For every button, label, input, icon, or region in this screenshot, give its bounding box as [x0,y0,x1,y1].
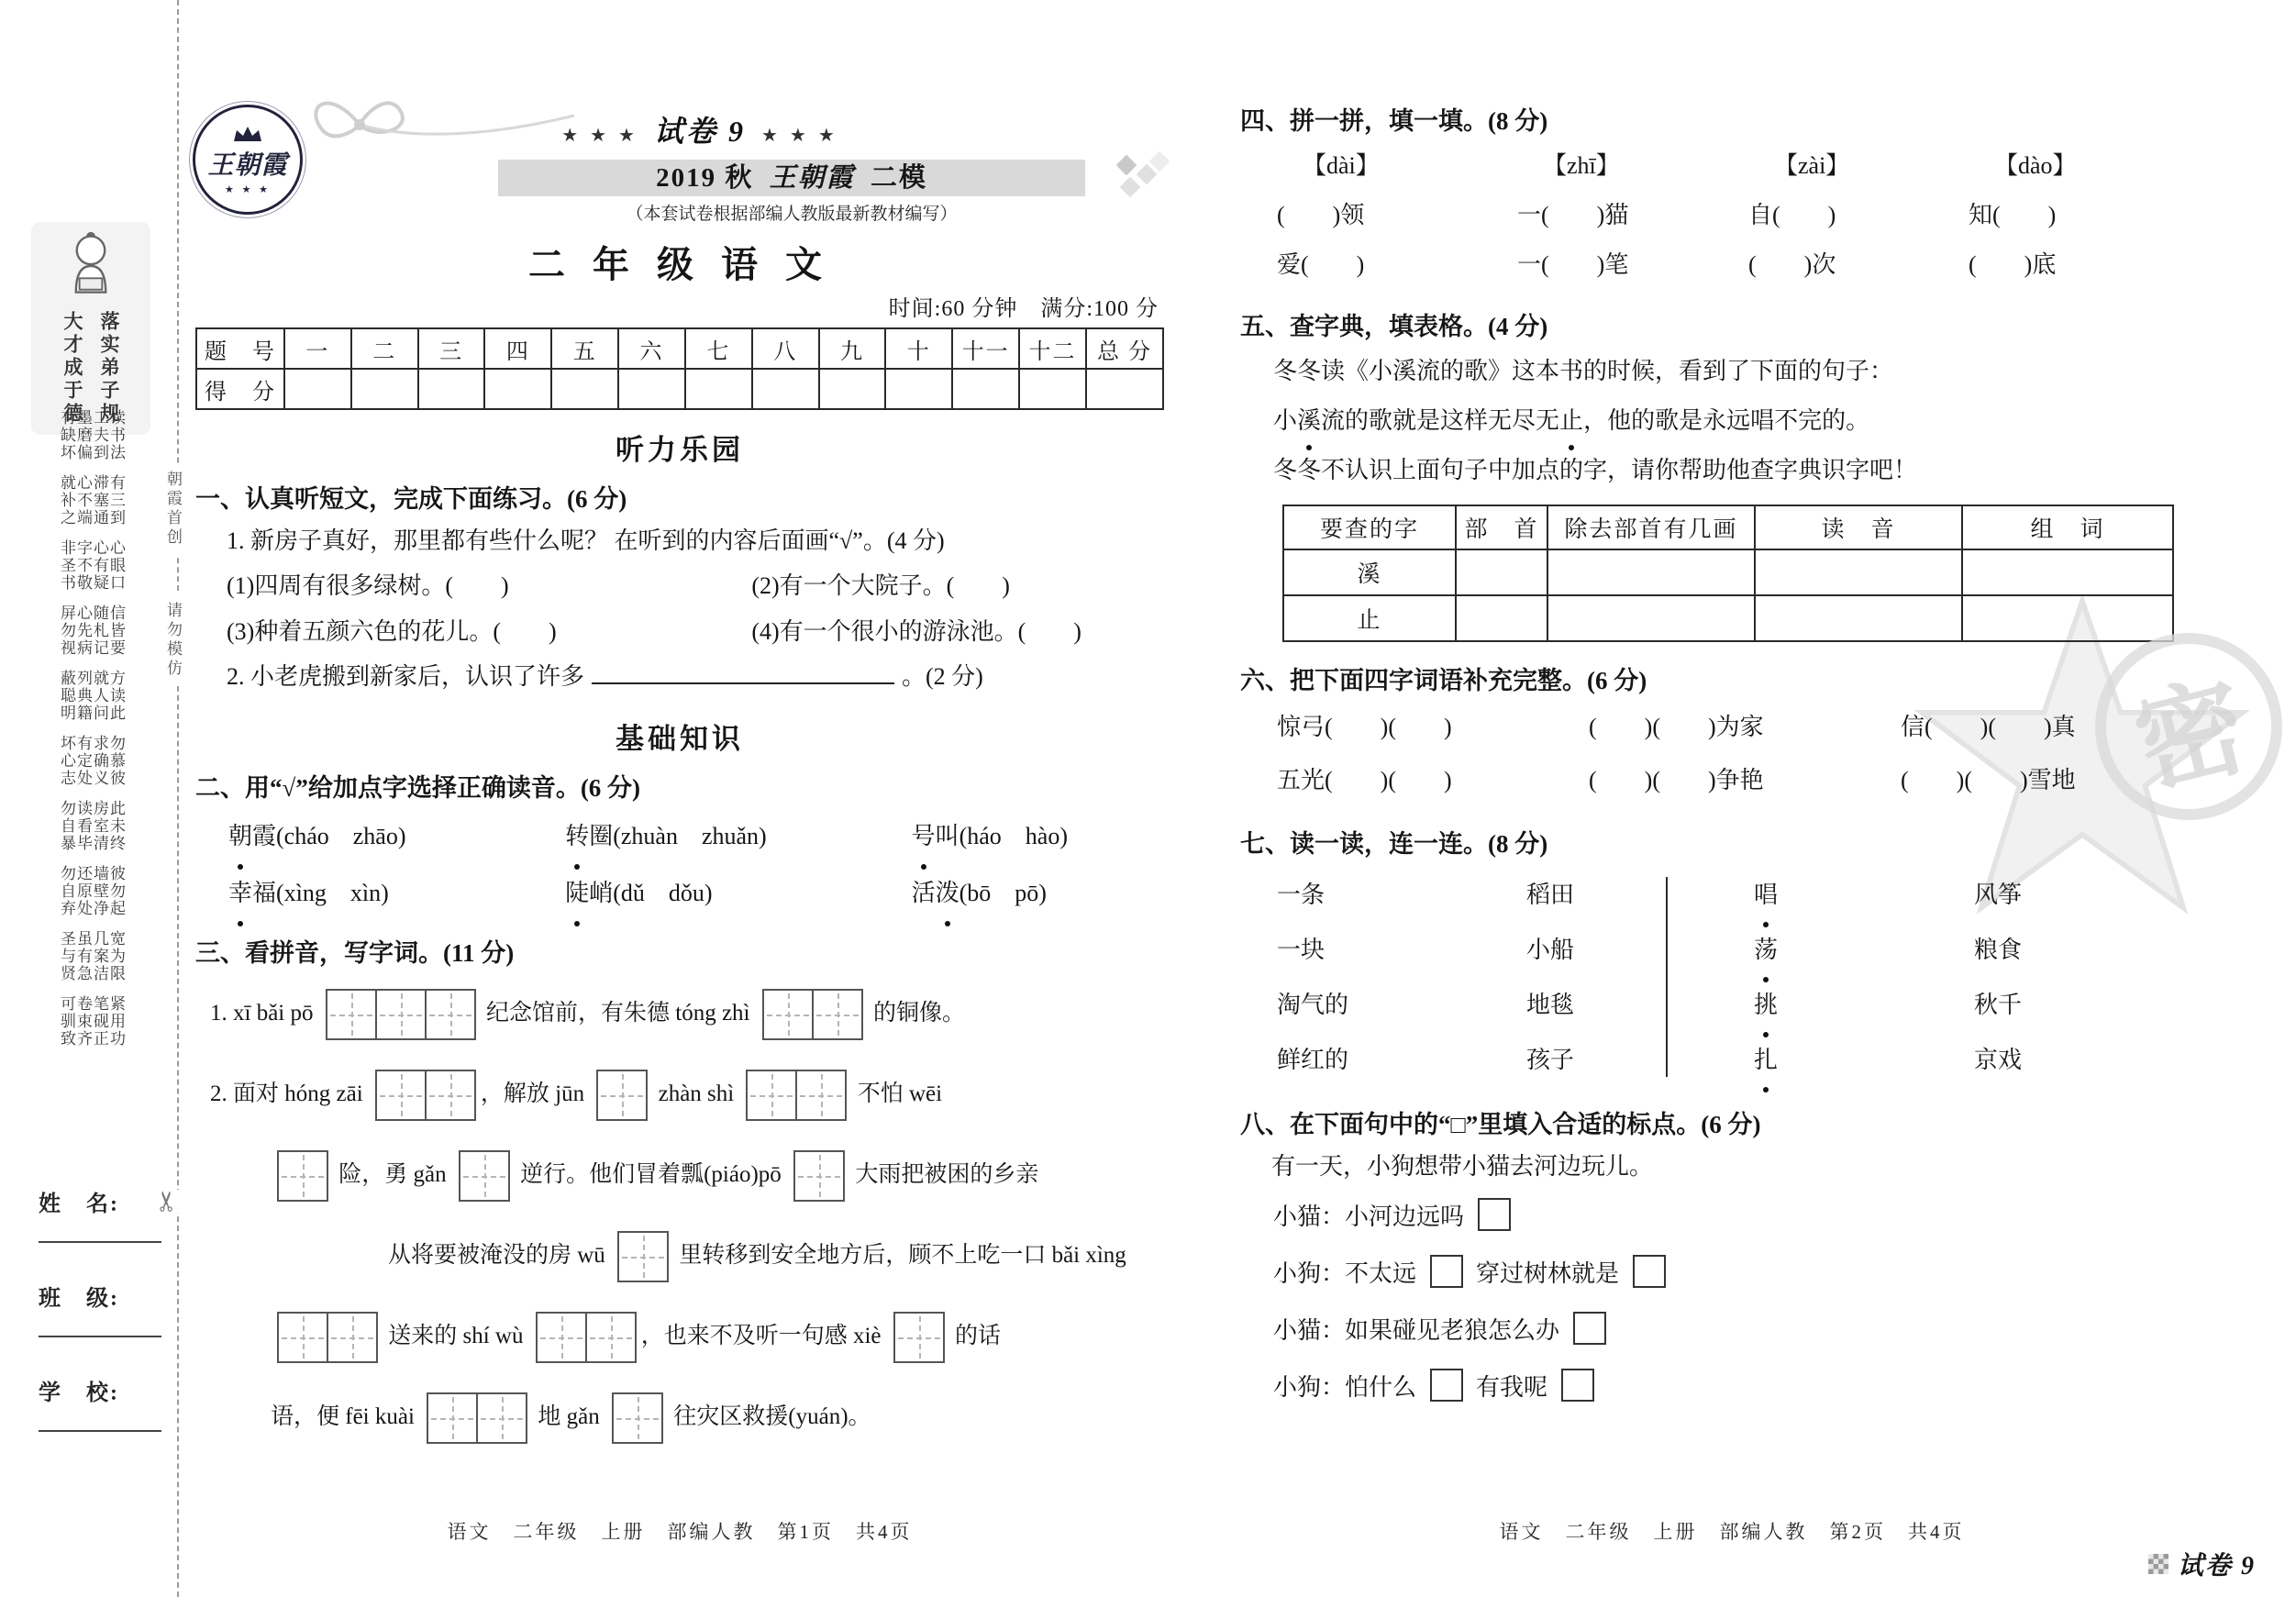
brand-year: 2019 秋 [656,163,754,193]
question-8-intro: 有一天，小狗想带小猫去河边玩儿。 [1271,1153,1654,1180]
binding-note-original: 朝霞首创 [160,463,186,555]
dizigui-verse-group [58,930,124,982]
score-entry-cell[interactable] [618,369,685,409]
question-6-title: 六、把下面四字词语补充完整。(6 分) [1240,667,1647,694]
match-right-target[interactable]: 秋千 [1974,992,2023,1018]
question-7-title: 七、读一读，连一连。(8 分) [1240,830,1548,858]
corner-paper-label [2148,1546,2256,1582]
dizigui-phrase: 心不端 [74,474,92,527]
match-left-target[interactable]: 孩子 [1526,1047,1575,1073]
pinyin-bracket-header-row [1240,141,2224,191]
emphasized-character: 荡 [1754,923,1778,978]
fill-pinyin-item: 知( ) [1969,202,2057,228]
slogan-line-1: 大才成于德 [61,311,83,426]
dizigui-phrase: 笔砚正 [91,995,108,1048]
idiom-item: ( )( )争艳 [1589,767,1764,793]
dizigui-phrase: 此未终 [107,800,125,852]
write-box-cell[interactable] [612,1392,663,1444]
dict-table-header: 除去部首有几画 [1547,505,1755,549]
score-entry-cell[interactable] [885,369,952,409]
class-field [39,1280,163,1337]
match-right-item[interactable] [1754,923,1974,978]
question-1-sub1: 1. 新房子真好，那里都有些什么呢？ 在听到的内容后面画“√”。(4 分) [227,527,945,554]
answer-write-boxes [536,1312,635,1363]
question-5-title: 五、查字典，填表格。(4 分) [1240,313,1548,340]
write-box-cell[interactable] [893,1312,945,1363]
pronunciation-choice-row [195,865,1164,922]
answer-write-boxes [277,1150,327,1202]
idiom-item: ( )( )雪地 [1901,767,2076,793]
fill-pinyin-item: ( )次 [1748,251,1836,278]
dizigui-phrase: 就人问 [91,670,108,722]
write-box-cell[interactable] [425,1070,476,1121]
write-box-cell[interactable] [476,1392,527,1444]
emphasized-character: 唱 [1754,868,1778,923]
write-box-cell[interactable] [375,1070,427,1121]
edition-note: （本套试卷根据部编人教版最新教材编写） [626,205,958,224]
score-table-question-number: 五 [551,328,618,369]
dizigui-phrase: 勿自弃 [58,865,75,917]
dizigui-phrase: 就补之 [58,474,75,527]
emphasized-character: 泼 [936,865,959,922]
match-left-item[interactable]: 淘气的 [1277,992,1349,1018]
punctuation-box[interactable] [1430,1369,1463,1402]
dict-lookup-character: 止 [1283,595,1456,641]
idiom-completion [1240,701,2224,807]
write-box-cell[interactable] [793,1150,845,1202]
listening-check-item: (2)有一个大院子。( ) [751,572,1010,599]
crown-icon [231,125,264,143]
brand-logo-text: 王朝霞 [769,163,855,193]
emphasized-character: 溪 [1297,396,1321,446]
score-table-question-number: 三 [418,328,485,369]
listening-check-item: (1)四周有很多绿树。( ) [227,572,509,599]
dict-entry-cell[interactable] [1755,549,1962,595]
school-field [39,1374,163,1432]
punctuation-exercise [1240,1189,2224,1416]
match-right-target[interactable]: 粮食 [1974,937,2023,963]
score-entry-cell[interactable] [685,369,752,409]
checker-icon [2148,1554,2168,1574]
punctuation-line: 小狗：怕什么 有我呢 [1240,1359,2224,1416]
write-box-cell[interactable] [459,1150,510,1202]
answer-write-boxes [793,1150,843,1202]
dizigui-phrase: 蔽聪明 [58,670,75,722]
dizigui-phrase: 心有疑 [91,539,108,592]
pinyin-writing-line: 1. xī bǎi pō 纪念馆前，有朱德 tóng zhì 的铜像。 [195,973,1164,1054]
answer-write-boxes [612,1392,661,1444]
dizigui-phrase: 滞塞通 [91,474,108,527]
mascot-child-figure [57,229,125,303]
punctuation-box[interactable] [1573,1312,1606,1345]
idiom-item: 五光( )( ) [1277,767,1452,793]
dizigui-verse-group [58,995,124,1048]
pronunciation-choice-item: 陡峭(dǔ dǒu) [565,865,911,922]
dictionary-table [1282,505,2174,642]
score-table-question-number: 十一 [952,328,1019,369]
question-1-title: 一、认真听短文，完成下面练习。(6 分) [195,485,627,513]
score-entry-cell[interactable] [351,369,418,409]
pinyin-bracket: 【dài】 [1303,152,1380,179]
dizigui-phrase: 工夫到 [91,409,108,461]
brand-exam-type: 二模 [870,163,927,193]
match-left-target[interactable]: 小船 [1526,937,1575,963]
write-box-cell[interactable] [425,989,476,1040]
matching-row [1277,923,2224,978]
dizigui-verse-group [58,735,124,787]
brand-logo-stamp [193,105,303,215]
dizigui-phrase: 紧用功 [107,995,125,1048]
dizigui-phrase: 列典籍 [74,670,92,722]
answer-write-boxes [893,1312,943,1363]
question-8-title: 八、在下面句中的“□”里填入合适的标点。(6 分) [1240,1111,1761,1138]
dizigui-phrase: 读看毕 [74,800,92,852]
score-table [195,327,1164,410]
score-entry-cell[interactable] [1086,369,1163,409]
matching-row [1277,1033,2224,1088]
student-info-fields [39,1185,163,1469]
score-table-question-number: 一 [284,328,351,369]
corner-paper-number: 试卷 9 [2177,1552,2256,1580]
dizigui-phrase: 圣与贤 [58,930,75,982]
dict-entry-cell[interactable] [1547,549,1755,595]
idiom-item: ( )( )为家 [1589,714,1764,740]
dizigui-phrase: 彼勿起 [107,865,125,917]
pinyin-writing-line: 语，便 fēi kuài 地 gǎn 往灾区救援(yuán)。 [195,1377,1164,1458]
idiom-completion-row [1240,701,2224,754]
dizigui-phrase: 随札记 [91,604,108,657]
dizigui-phrase: 房室清 [91,800,108,852]
score-table-question-number: 二 [351,328,418,369]
pinyin-writing-exercise [195,973,1164,1458]
page-right [1240,88,2224,1556]
score-entry-cell[interactable] [551,369,618,409]
answer-write-boxes [459,1150,508,1202]
pinyin-bracket: 【zhī】 [1543,152,1620,179]
listening-check-item: (4)有一个很小的游泳池。( ) [751,618,1081,645]
write-box-cell[interactable] [585,1312,637,1363]
match-right-item[interactable] [1754,978,1974,1033]
dizigui-verse-group [58,800,124,852]
logo-stars: ★ ★ ★ [224,183,272,195]
section-listening-title: 听力乐园 [616,434,744,466]
section-basics-title: 基础知识 [616,723,744,755]
matching-row [1277,978,2224,1033]
field-write-line[interactable] [39,1406,161,1432]
dizigui-phrase: 可驯致 [58,995,75,1048]
emphasized-character: 止 [1559,396,1583,446]
dizigui-phrase: 勿慕彼 [107,735,125,787]
confidential-character: 密 [2124,665,2258,808]
answer-write-boxes [277,1312,376,1363]
matching-row [1277,868,2224,923]
answer-write-boxes [427,1392,526,1444]
write-box-cell[interactable] [812,989,863,1040]
matching-divider-line [1666,877,1668,1077]
question-2-title: 二、用“√”给加点字选择正确读音。(6 分) [195,774,641,802]
idiom-completion-row [1240,754,2224,807]
dict-entry-cell[interactable] [1456,549,1547,595]
listening-check-items [195,563,1164,655]
dizigui-phrase: 坏心志 [58,735,75,787]
match-right-target[interactable]: 风筝 [1974,882,2023,908]
fill-pinyin-item: 自( ) [1748,202,1836,228]
banner-stars-right: ★ ★ ★ [761,126,838,146]
dictionary-intro-line: 冬冬不认识上面句子中加点的字，请你帮助他查字典识字吧！ [1273,457,1918,483]
match-left-item[interactable]: 一条 [1277,882,1325,908]
dizigui-verse-group [58,604,124,657]
emphasized-character: 幸 [228,865,252,922]
score-entry-cell[interactable] [752,369,819,409]
page-1-footer: 语文 二年级 上册 部编人教 第1页 共4页 [447,1521,913,1543]
field-write-line[interactable] [39,1217,161,1243]
question-1-sub2: 2. 小老虎搬到新家后，认识了许多 。(2 分) [227,663,983,690]
dizigui-phrase: 屏勿视 [58,604,75,657]
idiom-item: 信( )( )真 [1901,714,2076,740]
fill-pinyin-item: ( )领 [1277,202,1365,228]
matching-exercise [1240,868,2224,1088]
time-and-score: 时间:60 分钟 满分:100 分 [888,297,1159,321]
punctuation-box[interactable] [1561,1369,1594,1402]
score-entry-cell[interactable] [1019,369,1086,409]
binding-line [177,0,179,1597]
listening-check-item: (3)种着五颜六色的花儿。( ) [227,618,557,645]
page-2-footer: 语文 二年级 上册 部编人教 第2页 共4页 [1499,1521,1965,1543]
emphasized-character: 陡 [565,865,589,922]
brand-name: 王朝霞 [207,150,288,180]
slogan-line-2: 落实弟子规 [98,311,120,426]
write-box-cell[interactable] [617,1231,669,1282]
dict-table-header: 部 首 [1456,505,1547,549]
answer-write-boxes [375,1070,474,1121]
pinyin-fill-exercise [1240,141,2224,290]
dizigui-verse-group [58,474,124,527]
field-label: 姓 名: [39,1192,119,1216]
dizigui-verses [31,409,150,1048]
score-table-question-number: 九 [819,328,886,369]
scissors-icon: ✂ [151,1189,184,1214]
field-label: 学 校: [39,1381,119,1405]
score-entry-cell[interactable] [484,369,551,409]
write-box-cell[interactable] [327,1312,378,1363]
dizigui-phrase: 有缺坏 [58,409,75,461]
pronunciation-choice-item: 活泼(bō pō) [912,865,1164,922]
emphasized-character: 挑 [1754,978,1778,1033]
dizigui-phrase: 几案洁 [91,930,108,982]
field-label: 班 级: [39,1287,119,1311]
pinyin-writing-line: 送来的 shí wù ，也来不及听一句感 xiè 的话 [195,1296,1164,1377]
answer-blank-line[interactable] [592,675,894,684]
punctuation-line: 小狗：不太远 穿过树林就是 [1240,1246,2224,1303]
paper-number-title: 试卷 9 [653,115,746,148]
write-box-cell[interactable] [375,989,427,1040]
pinyin-writing-line: 2. 面对 hóng zāi ，解放 jūn zhàn shì 不怕 wēi [195,1054,1164,1135]
dizigui-phrase: 方读此 [107,670,125,722]
dict-table-header: 要查的字 [1283,505,1456,549]
dizigui-phrase: 墙壁净 [91,865,108,917]
dizigui-phrase: 有三到 [107,474,125,527]
score-table-question-number: 六 [618,328,685,369]
match-right-item[interactable] [1754,868,1974,923]
match-left-target[interactable]: 地毯 [1526,992,1575,1018]
pronunciation-choice-item: 幸福(xìng xìn) [228,865,565,922]
pinyin-writing-line: 险，勇 gǎn 逆行。他们冒着瓢(piáo)pō 大雨把被困的乡亲 [195,1135,1164,1215]
dizigui-phrase: 求确义 [91,735,108,787]
subject-title: 二 年 级 语 文 [528,244,831,285]
banner-stars-left: ★ ★ ★ [561,126,638,146]
punctuation-box[interactable] [1478,1198,1511,1231]
dizigui-phrase: 心先病 [74,604,92,657]
dictionary-intro [1240,347,2224,495]
punctuation-line: 小猫：如果碰见老狼怎么办 [1240,1303,2224,1359]
dizigui-verse-group [58,539,124,592]
dict-entry-cell[interactable] [1755,595,1962,641]
score-entry-cell[interactable] [819,369,886,409]
pronunciation-choice-item: 朝霞(cháo zhāo) [228,808,565,865]
score-table-question-number: 十 [885,328,952,369]
match-right-target[interactable]: 京戏 [1974,1047,2023,1073]
page-left [195,88,1164,1556]
dizigui-phrase: 信皆要 [107,604,125,657]
emphasized-character: 朝 [228,808,252,865]
punctuation-box[interactable] [1633,1255,1666,1288]
dizigui-phrase: 心眼口 [107,539,125,592]
pinyin-bracket: 【zài】 [1774,152,1850,179]
pronunciation-choices [195,808,1164,922]
brand-title-bar [498,160,1085,196]
answer-write-boxes [596,1070,646,1121]
pronunciation-choice-row [195,808,1164,865]
dictionary-intro-line: 小溪流的歌就是这样无尽无止，他的歌是永远唱不完的。 [1240,396,2224,446]
score-table-question-number: 七 [685,328,752,369]
score-entry-cell[interactable] [952,369,1019,409]
answer-write-boxes [762,989,861,1040]
dizigui-verse-group [58,670,124,722]
dictionary-intro-line: 冬冬读《小溪流的歌》这本书的时候，看到了下面的句子： [1273,358,1894,384]
score-entry-cell[interactable] [418,369,485,409]
paper-number-banner [342,108,1058,150]
dict-entry-cell[interactable] [1547,595,1755,641]
question-3-title: 三、看拼音，写字词。(11 分) [195,939,515,967]
dict-entry-cell[interactable] [1962,595,2173,641]
emphasized-character: 扎 [1754,1033,1778,1088]
binding-note-no-copy: 请勿模仿 [160,594,186,686]
dict-table-header: 组 词 [1962,505,2173,549]
score-table-question-number: 四 [484,328,551,369]
write-box-cell[interactable] [326,989,377,1040]
fill-pinyin-row [1240,240,2224,290]
write-box-cell[interactable] [596,1070,648,1121]
field-write-line[interactable] [39,1312,161,1337]
write-box-cell[interactable] [277,1312,328,1363]
write-box-cell[interactable] [762,989,814,1040]
match-left-target[interactable]: 稻田 [1526,882,1575,908]
punctuation-box[interactable] [1430,1255,1463,1288]
punctuation-line: 小猫：小河边远吗 [1240,1189,2224,1246]
emphasized-character: 转 [565,808,589,865]
dizigui-verse-group [58,409,124,461]
fill-pinyin-item: ( )底 [1969,251,2057,278]
write-box-cell[interactable] [746,1070,797,1121]
pinyin-writing-line: 从将要被淹没的房 wū 里转移到安全地方后，顾不上吃一口 bǎi xìng [195,1215,1164,1296]
fill-pinyin-item: 爱( ) [1277,251,1365,278]
match-left-item[interactable]: 鲜红的 [1277,1047,1349,1073]
write-box-cell[interactable] [536,1312,587,1363]
student-name-field [39,1185,163,1243]
fill-pinyin-row [1240,191,2224,240]
dizigui-phrase: 还原处 [74,865,92,917]
dizigui-phrase: 读书法 [107,409,125,461]
dict-lookup-character: 溪 [1283,549,1456,595]
score-table-question-number: 总 分 [1086,328,1163,369]
pinyin-bracket: 【dào】 [1994,152,2077,179]
dizigui-phrase: 勿自暴 [58,800,75,852]
match-right-item[interactable] [1754,1033,1974,1088]
fill-pinyin-item: 一( )猫 [1517,202,1629,228]
dizigui-phrase: 宽为限 [107,930,125,982]
dict-entry-cell[interactable] [1962,549,2173,595]
pronunciation-choice-item: 号叫(háo hào) [912,808,1164,865]
write-box-cell[interactable] [795,1070,847,1121]
score-table-row-label: 得 分 [196,369,284,409]
dizigui-phrase: 有定处 [74,735,92,787]
score-table-question-number: 十二 [1019,328,1086,369]
fill-pinyin-item: 一( )笔 [1517,251,1629,278]
dizigui-phrase: 墨磨偏 [74,409,92,461]
write-box-cell[interactable] [277,1150,328,1202]
idiom-item: 惊弓( )( ) [1277,714,1452,740]
emphasized-character: 号 [912,808,936,865]
dizigui-verse-group [58,865,124,917]
score-table-row-label: 题 号 [196,328,284,369]
score-entry-cell[interactable] [284,369,351,409]
match-left-item[interactable]: 一块 [1277,937,1325,963]
question-4-title: 四、拼一拼，填一填。(8 分) [1240,107,1548,135]
answer-write-boxes [746,1070,845,1121]
dizigui-phrase: 卷束齐 [74,995,92,1048]
dizigui-phrase: 虽有急 [74,930,92,982]
pronunciation-choice-item: 转圈(zhuàn zhuǎn) [565,808,911,865]
mascot-panel [31,222,150,435]
dizigui-phrase: 字不敬 [74,539,92,592]
answer-write-boxes [326,989,474,1040]
write-box-cell[interactable] [427,1392,478,1444]
dict-table-header: 读 音 [1755,505,1962,549]
score-table-question-number: 八 [752,328,819,369]
dict-entry-cell[interactable] [1456,595,1547,641]
answer-write-boxes [617,1231,667,1282]
dizigui-phrase: 非圣书 [58,539,75,592]
